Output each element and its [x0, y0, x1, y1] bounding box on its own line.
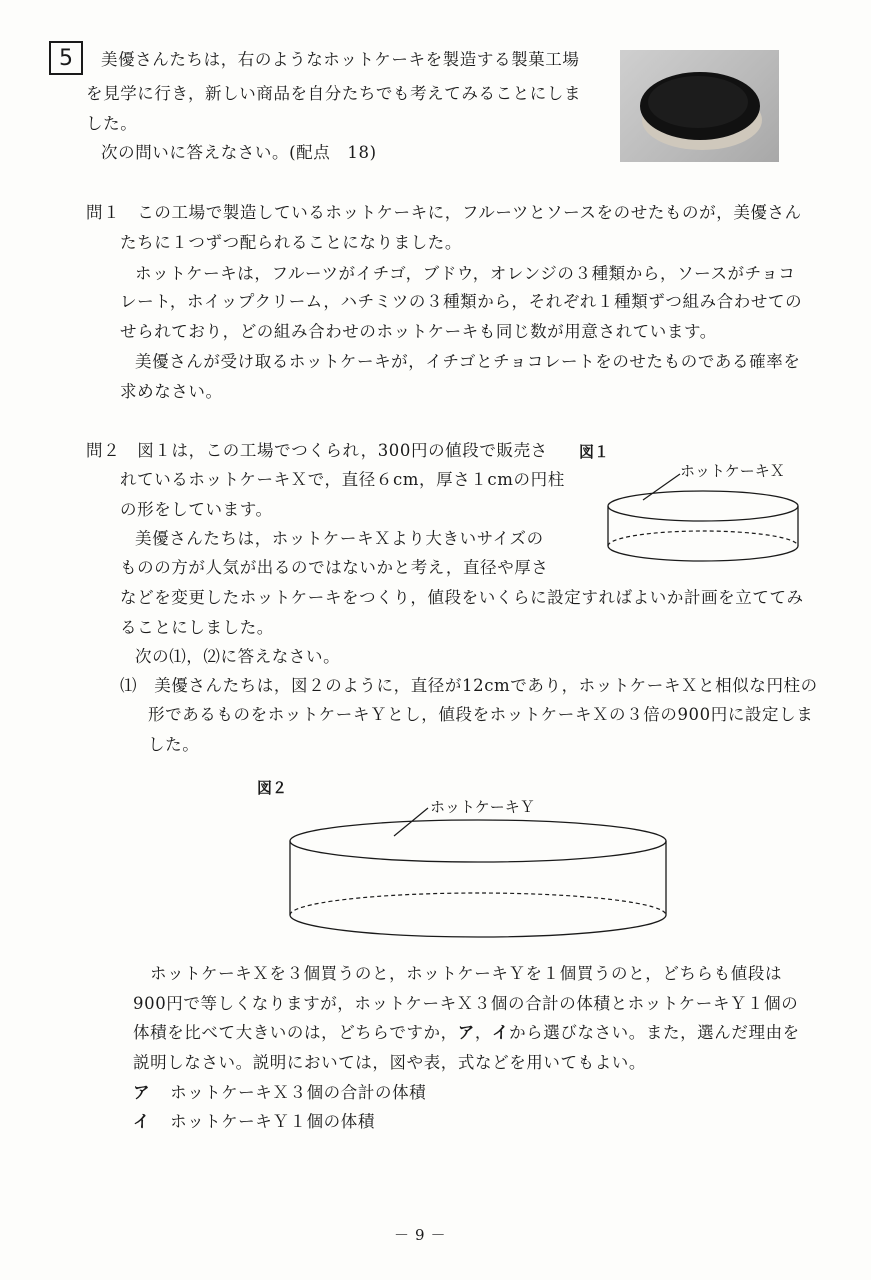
q1-line-7: 求めなさい。 [120, 382, 223, 401]
figure1-cylinder [600, 470, 810, 570]
q2-sub1-line-1: ⑴ 美優さんたちは，図２のように，直径が12cmであり，ホットケーキＸと相似な円柱の [120, 676, 818, 695]
figure2-label: 図２ [257, 779, 288, 797]
q2-line-8: 次の⑴，⑵に答えなさい。 [135, 647, 341, 666]
after-fig2-line-4: 説明しなさい。説明においては，図や表，式などを用いてもよい。 [133, 1053, 646, 1072]
choice-i [133, 1114, 375, 1131]
question-number: 5 [59, 45, 73, 71]
q1-line-2: たちに１つずつ配られることになりました。 [120, 233, 462, 252]
figure1-caption: ホットケーキＸ [680, 462, 785, 480]
q2-line-3: の形をしています。 [120, 500, 273, 519]
intro-line-4: 次の問いに答えなさい。(配点 18) [101, 143, 377, 162]
figure2-cylinder [280, 800, 680, 950]
question-number-box [49, 41, 83, 75]
q1-line-1: 問１ この工場で製造しているホットケーキに，フルーツとソースをのせたものが，美優さん [86, 203, 802, 222]
figure2-caption: ホットケーキＹ [430, 798, 535, 816]
q2-sub1-line-3: した。 [148, 735, 200, 754]
q1-line-3: ホットケーキは，フルーツがイチゴ，ブドウ，オレンジの３種類から，ソースがチョコ [135, 264, 796, 283]
choice-mark-i-inline: イ [491, 1023, 510, 1042]
after-fig2-line-3-a: 体積を比べて大きいのは，どちらですか， [133, 1023, 458, 1042]
q1-line-4: レート，ホイップクリーム，ハチミツの３種類から，それぞれ１種類ずつ組み合わせての [120, 292, 803, 311]
intro-line-2: を見学に行き，新しい商品を自分たちでも考えてみることにしま [86, 84, 582, 103]
pancake-photo [620, 50, 779, 162]
intro-line-3: した。 [86, 114, 138, 133]
q2-sub1-line-2: 形であるものをホットケーキＹとし，値段をホットケーキＸの３倍の900円に設定しま [148, 705, 814, 724]
q2-line-5: ものの方が人気が出るのではないかと考え，直径や厚さ [120, 558, 549, 577]
pancake-photo-drawing [620, 50, 779, 162]
after-fig2-line-3 [133, 1025, 800, 1042]
q1-line-6: 美優さんが受け取るホットケーキが，イチゴとチョコレートをのせたものである確率を [135, 352, 801, 371]
q2-line-2: れているホットケーキＸで，直径６cm，厚さ１cmの円柱 [120, 470, 565, 489]
intro-line-1: 美優さんたちは，右のようなホットケーキを製造する製菓工場 [101, 50, 580, 69]
after-fig2-line-3-e: から選びなさい。また，選んだ理由を [509, 1023, 800, 1042]
choice-a-mark: ア [133, 1083, 151, 1102]
q2-line-6: などを変更したホットケーキをつくり，値段をいくらに設定すればよいか計画を立ててみ [120, 588, 804, 607]
q1-line-5: せられており，どの組み合わせのホットケーキも同じ数が用意されています。 [120, 322, 717, 341]
q2-line-1: 問２ 図１は，この工場でつくられ，300円の値段で販売さ [86, 441, 548, 460]
choice-mark-a-inline: ア [457, 1023, 475, 1042]
figure1-label: 図１ [579, 443, 610, 461]
page-number: － 9 － [394, 1226, 447, 1244]
choice-a [133, 1085, 426, 1102]
after-fig2-line-2: 900円で等しくなりますが，ホットケーキＸ３個の合計の体積とホットケーキＹ１個の [133, 994, 799, 1013]
after-fig2-line-1: ホットケーキＸを３個買うのと，ホットケーキＹを１個買うのと，どちらも値段は [150, 964, 783, 983]
q2-line-7: ることにしました。 [120, 618, 274, 637]
choice-i-text: ホットケーキＹ１個の体積 [170, 1112, 375, 1131]
q2-line-4: 美優さんたちは，ホットケーキＸより大きいサイズの [135, 529, 544, 548]
choice-a-text: ホットケーキＸ３個の合計の体積 [170, 1083, 427, 1102]
choice-i-mark: イ [133, 1112, 151, 1131]
after-fig2-line-3-c: ， [474, 1023, 492, 1042]
